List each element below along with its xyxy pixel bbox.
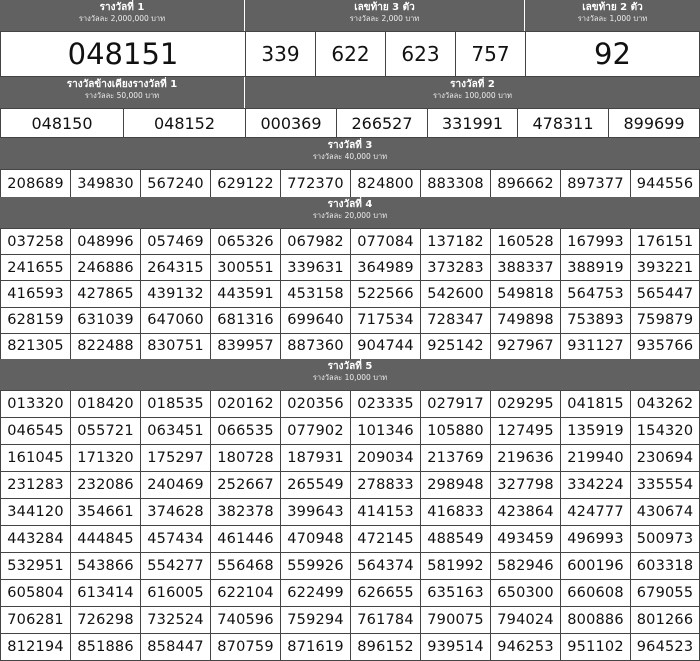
near-first-number: 048150: [0, 108, 124, 138]
fifth-prize-number: 582946: [490, 552, 561, 580]
header-last2: [525, 0, 700, 31]
fifth-prize-number: 187931: [280, 444, 351, 472]
fifth-prize-number: 554277: [140, 552, 211, 580]
fourth-prize-number: 522566: [350, 280, 421, 307]
fourth-prize-number: 393221: [630, 254, 700, 281]
fifth-prize-number: 424777: [560, 498, 631, 526]
last3-number: 622: [315, 31, 386, 77]
fourth-prize-number: 037258: [0, 228, 71, 255]
fifth-prize-number: 706281: [0, 606, 71, 634]
fourth-prize-number: 176151: [630, 228, 700, 255]
fifth-prize-number: 812194: [0, 633, 71, 661]
fifth-prize-number: 951102: [560, 633, 631, 661]
fourth-prize-number: 439132: [140, 280, 211, 307]
fourth-prize-number: 830751: [140, 333, 211, 360]
header-last3: [245, 0, 525, 31]
fifth-prize-number: 023335: [350, 390, 421, 418]
fifth-prize-number: 581992: [420, 552, 491, 580]
fifth-prize-number: 154320: [630, 417, 700, 445]
fifth-prize-number: 029295: [490, 390, 561, 418]
first-prize-number: 048151: [0, 31, 246, 77]
header-near-first-title: รางวัลข้างเคียงรางวัลที่ 1: [66, 79, 178, 90]
fourth-prize-number: 057469: [140, 228, 211, 255]
fifth-prize-number: 298948: [420, 471, 491, 499]
fourth-prize-number: 759879: [630, 307, 700, 334]
header-fifth-prize-title: รางวัลที่ 5: [327, 361, 373, 372]
fifth-prize-number: 135919: [560, 417, 631, 445]
second-prize-number: 478311: [517, 108, 609, 138]
fifth-prize-number: 018535: [140, 390, 211, 418]
fourth-prize-number: 628159: [0, 307, 71, 334]
fourth-prize-number: 373283: [420, 254, 491, 281]
fifth-prize-number: 018420: [70, 390, 141, 418]
third-prize-number: 567240: [140, 169, 211, 198]
fourth-prize-number: 453158: [280, 280, 351, 307]
fourth-prize-number: 931127: [560, 333, 631, 360]
fifth-prize-number: 077902: [280, 417, 351, 445]
fourth-prize-number: 564753: [560, 280, 631, 307]
fifth-prize-number: 532951: [0, 552, 71, 580]
fifth-prize-number: 374628: [140, 498, 211, 526]
third-prize-number: 824800: [350, 169, 421, 198]
header-near-first: [0, 77, 245, 108]
fifth-prize-number: 964523: [630, 633, 700, 661]
fifth-prize-number: 939514: [420, 633, 491, 661]
fifth-prize-number: 650300: [490, 579, 561, 607]
fifth-prize-number: 209034: [350, 444, 421, 472]
fifth-prize-number: 278833: [350, 471, 421, 499]
header-third-prize-title: รางวัลที่ 3: [327, 140, 373, 151]
fifth-prize-number: 622499: [280, 579, 351, 607]
header-third-prize-sub: รางวัลละ 40,000 บาท: [312, 152, 388, 161]
fifth-prize-number: 063451: [140, 417, 211, 445]
second-prize-number: 331991: [427, 108, 518, 138]
fifth-prize-number: 423864: [490, 498, 561, 526]
fifth-prize-number: 559926: [280, 552, 351, 580]
fourth-prize-number: 067982: [280, 228, 351, 255]
fifth-prize-number: 171320: [70, 444, 141, 472]
fourth-prize-number: 549818: [490, 280, 561, 307]
fourth-prize-number: 364989: [350, 254, 421, 281]
fourth-prize-number: 427865: [70, 280, 141, 307]
fifth-prize-number: 461446: [210, 525, 281, 553]
fifth-prize-number: 871619: [280, 633, 351, 661]
third-prize-number: 629122: [210, 169, 281, 198]
header-second-prize-title: รางวัลที่ 2: [450, 79, 495, 90]
fourth-prize-number: 728347: [420, 307, 491, 334]
third-prize-number: 896662: [490, 169, 561, 198]
header-first-prize-sub: รางวัลละ 2,000,000 บาท: [78, 14, 166, 23]
fifth-prize-number: 556468: [210, 552, 281, 580]
fourth-prize-number: 160528: [490, 228, 561, 255]
fourth-prize-number: 542600: [420, 280, 491, 307]
fifth-prize-number: 564374: [350, 552, 421, 580]
fifth-prize-number: 493459: [490, 525, 561, 553]
fifth-prize-number: 175297: [140, 444, 211, 472]
fourth-prize-number: 631039: [70, 307, 141, 334]
fifth-prize-number: 055721: [70, 417, 141, 445]
fourth-prize-number: 821305: [0, 333, 71, 360]
fourth-prize-number: 935766: [630, 333, 700, 360]
fifth-prize-number: 240469: [140, 471, 211, 499]
fifth-prize-number: 759294: [280, 606, 351, 634]
fifth-prize-number: 430674: [630, 498, 700, 526]
fifth-prize-number: 443284: [0, 525, 71, 553]
fifth-prize-number: 761784: [350, 606, 421, 634]
fifth-prize-number: 472145: [350, 525, 421, 553]
fifth-prize-number: 252667: [210, 471, 281, 499]
fifth-prize-number: 600196: [560, 552, 631, 580]
fifth-prize-number: 613414: [70, 579, 141, 607]
header-fourth-prize-title: รางวัลที่ 4: [327, 199, 373, 210]
fourth-prize-number: 822488: [70, 333, 141, 360]
fifth-prize-number: 603318: [630, 552, 700, 580]
fifth-prize-number: 488549: [420, 525, 491, 553]
fourth-prize-number: 388337: [490, 254, 561, 281]
near-first-number: 048152: [123, 108, 246, 138]
fifth-prize-number: 496993: [560, 525, 631, 553]
fifth-prize-number: 543866: [70, 552, 141, 580]
fifth-prize-number: 013320: [0, 390, 71, 418]
fourth-prize-number: 167993: [560, 228, 631, 255]
fourth-prize-number: 904744: [350, 333, 421, 360]
fourth-prize-number: 416593: [0, 280, 71, 307]
last3-number: 757: [455, 31, 526, 77]
fourth-prize-number: 246886: [70, 254, 141, 281]
fourth-prize-number: 699640: [280, 307, 351, 334]
third-prize-number: 208689: [0, 169, 71, 198]
last3-number: 339: [245, 31, 316, 77]
fifth-prize-number: 354661: [70, 498, 141, 526]
fourth-prize-number: 137182: [420, 228, 491, 255]
fifth-prize-number: 127495: [490, 417, 561, 445]
fourth-prize-number: 388919: [560, 254, 631, 281]
fourth-prize-number: 065326: [210, 228, 281, 255]
fourth-prize-number: 681316: [210, 307, 281, 334]
header-second-prize-sub: รางวัลละ 100,000 บาท: [432, 91, 513, 100]
header-second-prize: [245, 77, 700, 108]
fourth-prize-number: 927967: [490, 333, 561, 360]
fifth-prize-number: 800886: [560, 606, 631, 634]
fifth-prize-number: 946253: [490, 633, 561, 661]
fifth-prize-number: 161045: [0, 444, 71, 472]
header-third-prize: [0, 138, 700, 169]
fifth-prize-number: 679055: [630, 579, 700, 607]
fifth-prize-number: 794024: [490, 606, 561, 634]
third-prize-number: 349830: [70, 169, 141, 198]
fifth-prize-number: 041815: [560, 390, 631, 418]
fifth-prize-number: 740596: [210, 606, 281, 634]
fourth-prize-number: 717534: [350, 307, 421, 334]
fifth-prize-number: 605804: [0, 579, 71, 607]
second-prize-number: 266527: [336, 108, 428, 138]
header-first-prize-title: รางวัลที่ 1: [99, 2, 145, 13]
fifth-prize-number: 470948: [280, 525, 351, 553]
fifth-prize-number: 101346: [350, 417, 421, 445]
header-fourth-prize-sub: รางวัลละ 20,000 บาท: [312, 211, 388, 220]
fifth-prize-number: 726298: [70, 606, 141, 634]
fifth-prize-number: 626655: [350, 579, 421, 607]
fifth-prize-number: 801266: [630, 606, 700, 634]
fourth-prize-number: 048996: [70, 228, 141, 255]
fifth-prize-number: 851886: [70, 633, 141, 661]
fifth-prize-number: 265549: [280, 471, 351, 499]
fifth-prize-number: 414153: [350, 498, 421, 526]
fifth-prize-number: 180728: [210, 444, 281, 472]
fifth-prize-number: 732524: [140, 606, 211, 634]
fourth-prize-number: 925142: [420, 333, 491, 360]
fifth-prize-number: 382378: [210, 498, 281, 526]
fifth-prize-number: 219940: [560, 444, 631, 472]
third-prize-number: 944556: [630, 169, 700, 198]
header-last3-title: เลขท้าย 3 ตัว: [354, 2, 415, 13]
fifth-prize-number: 660608: [560, 579, 631, 607]
fourth-prize-number: 443591: [210, 280, 281, 307]
fifth-prize-number: 896152: [350, 633, 421, 661]
fifth-prize-number: 500973: [630, 525, 700, 553]
header-fourth-prize: [0, 197, 700, 228]
fifth-prize-number: 213769: [420, 444, 491, 472]
third-prize-number: 883308: [420, 169, 491, 198]
second-prize-number: 899699: [608, 108, 700, 138]
header-last3-sub: รางวัลละ 2,000 บาท: [349, 14, 420, 23]
last2-number: 92: [525, 31, 700, 77]
fifth-prize-number: 231283: [0, 471, 71, 499]
fourth-prize-number: 300551: [210, 254, 281, 281]
fifth-prize-number: 416833: [420, 498, 491, 526]
fourth-prize-number: 749898: [490, 307, 561, 334]
fifth-prize-number: 399643: [280, 498, 351, 526]
last3-number: 623: [385, 31, 456, 77]
fourth-prize-number: 077084: [350, 228, 421, 255]
fifth-prize-number: 043262: [630, 390, 700, 418]
fifth-prize-number: 334224: [560, 471, 631, 499]
fifth-prize-number: 335554: [630, 471, 700, 499]
fifth-prize-number: 457434: [140, 525, 211, 553]
fifth-prize-number: 616005: [140, 579, 211, 607]
fourth-prize-number: 839957: [210, 333, 281, 360]
fifth-prize-number: 219636: [490, 444, 561, 472]
fourth-prize-number: 753893: [560, 307, 631, 334]
fifth-prize-number: 046545: [0, 417, 71, 445]
fifth-prize-number: 344120: [0, 498, 71, 526]
fifth-prize-number: 105880: [420, 417, 491, 445]
fifth-prize-number: 327798: [490, 471, 561, 499]
fourth-prize-number: 241655: [0, 254, 71, 281]
fifth-prize-number: 230694: [630, 444, 700, 472]
header-fifth-prize: [0, 359, 700, 390]
fourth-prize-number: 339631: [280, 254, 351, 281]
header-last2-sub: รางวัลละ 1,000 บาท: [577, 14, 648, 23]
fourth-prize-number: 887360: [280, 333, 351, 360]
fifth-prize-number: 020356: [280, 390, 351, 418]
header-last2-title: เลขท้าย 2 ตัว: [582, 2, 643, 13]
fourth-prize-number: 647060: [140, 307, 211, 334]
header-near-first-sub: รางวัลละ 50,000 บาท: [84, 91, 160, 100]
header-first-prize: [0, 0, 245, 31]
header-fifth-prize-sub: รางวัลละ 10,000 บาท: [312, 373, 388, 382]
fourth-prize-number: 565447: [630, 280, 700, 307]
fifth-prize-number: 232086: [70, 471, 141, 499]
fifth-prize-number: 635163: [420, 579, 491, 607]
fifth-prize-number: 444845: [70, 525, 141, 553]
fifth-prize-number: 870759: [210, 633, 281, 661]
second-prize-number: 000369: [245, 108, 337, 138]
fifth-prize-number: 790075: [420, 606, 491, 634]
third-prize-number: 772370: [280, 169, 351, 198]
fifth-prize-number: 066535: [210, 417, 281, 445]
fifth-prize-number: 622104: [210, 579, 281, 607]
fifth-prize-number: 020162: [210, 390, 281, 418]
fifth-prize-number: 027917: [420, 390, 491, 418]
third-prize-number: 897377: [560, 169, 631, 198]
fourth-prize-number: 264315: [140, 254, 211, 281]
fifth-prize-number: 858447: [140, 633, 211, 661]
